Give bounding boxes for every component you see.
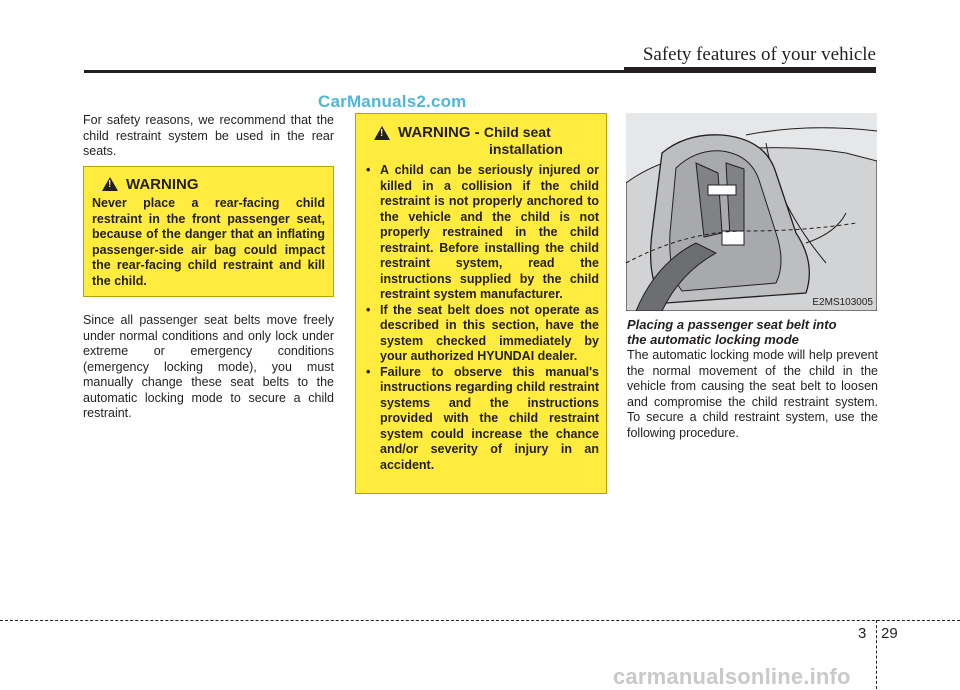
chapter-number: 3 <box>858 625 867 642</box>
intro-paragraph-container <box>83 113 334 160</box>
child-seat-drawing <box>626 113 877 311</box>
figure-code-label: E2MS103005 <box>812 297 873 308</box>
warning-header-child-seat <box>374 124 599 157</box>
warning-bullet: • A child can be seriously injured or killed in a collision if the child restraint is not properly anchored to the vehicle and the child is not properly restrained in the child restraint. Before installing the child restraint system, read the instructions supplied by the child restraint system manufacturer. <box>364 163 599 303</box>
warning-box-rear-facing <box>83 166 334 297</box>
warning-heading-group: WARNING - Child seat installation <box>398 124 563 157</box>
child-seat-illustration <box>626 113 877 311</box>
body-paragraph-container <box>83 313 334 422</box>
warning-bullet-list <box>364 163 599 473</box>
figure-caption <box>627 317 878 347</box>
locking-mode-paragraph-container <box>627 348 878 441</box>
footer-rule <box>0 620 960 621</box>
page-number: 29 <box>881 625 898 642</box>
watermark-bottom: carmanualsonline.info <box>613 664 851 689</box>
warning-triangle-icon <box>374 126 390 140</box>
warning-box-child-seat <box>355 113 607 494</box>
watermark-top: CarManuals2.com <box>318 92 467 111</box>
page-header-title: Safety features of your vehicle <box>642 44 876 65</box>
warning-title: WARNING <box>398 124 471 141</box>
intro-paragraph: For safety reasons, we recommend that the child restraint system be used in the rear seats. <box>83 113 334 158</box>
warning-subtitle-line2: installation <box>489 141 563 157</box>
footer-divider <box>876 620 877 689</box>
warning-text: Never place a rear-facing child restraint in the front passenger seat, because of the danger that an inflating passenger-side air bag could impact the rear-facing child restraint and kill the child. <box>92 196 325 288</box>
warning-title: WARNING <box>126 176 199 193</box>
figure-caption-line2: the automatic locking mode <box>627 332 799 347</box>
body-paragraph: Since all passenger seat belts move freely under normal conditions and only lock under extreme or emergency conditions (emergency locking mode), you must manually change these seat belts to the automatic locking mode to secure a child restraint. <box>83 313 334 420</box>
header-rule-accent <box>624 67 876 73</box>
warning-bullet: • If the seat belt does not operate as described in this section, have the system checked immediately by your authorized HYUNDAI dealer. <box>364 303 599 365</box>
warning-subtitle-line1: Child seat <box>483 124 551 140</box>
warning-bullet: • Failure to observe this manual's instructions regarding child restraint systems and the instructions provided with the child restraint system could increase the chance and/or severity of injury in an accident. <box>364 365 599 474</box>
warning-triangle-icon <box>102 177 118 191</box>
warning-header <box>102 177 325 193</box>
locking-mode-paragraph: The automatic locking mode will help prevent the normal movement of the child in the vehicle from causing the seat belt to loosen and compromise the child restraint system. To secure a child restraint system, use the following procedure. <box>627 348 878 440</box>
figure-caption-line1: Placing a passenger seat belt into <box>627 317 837 332</box>
